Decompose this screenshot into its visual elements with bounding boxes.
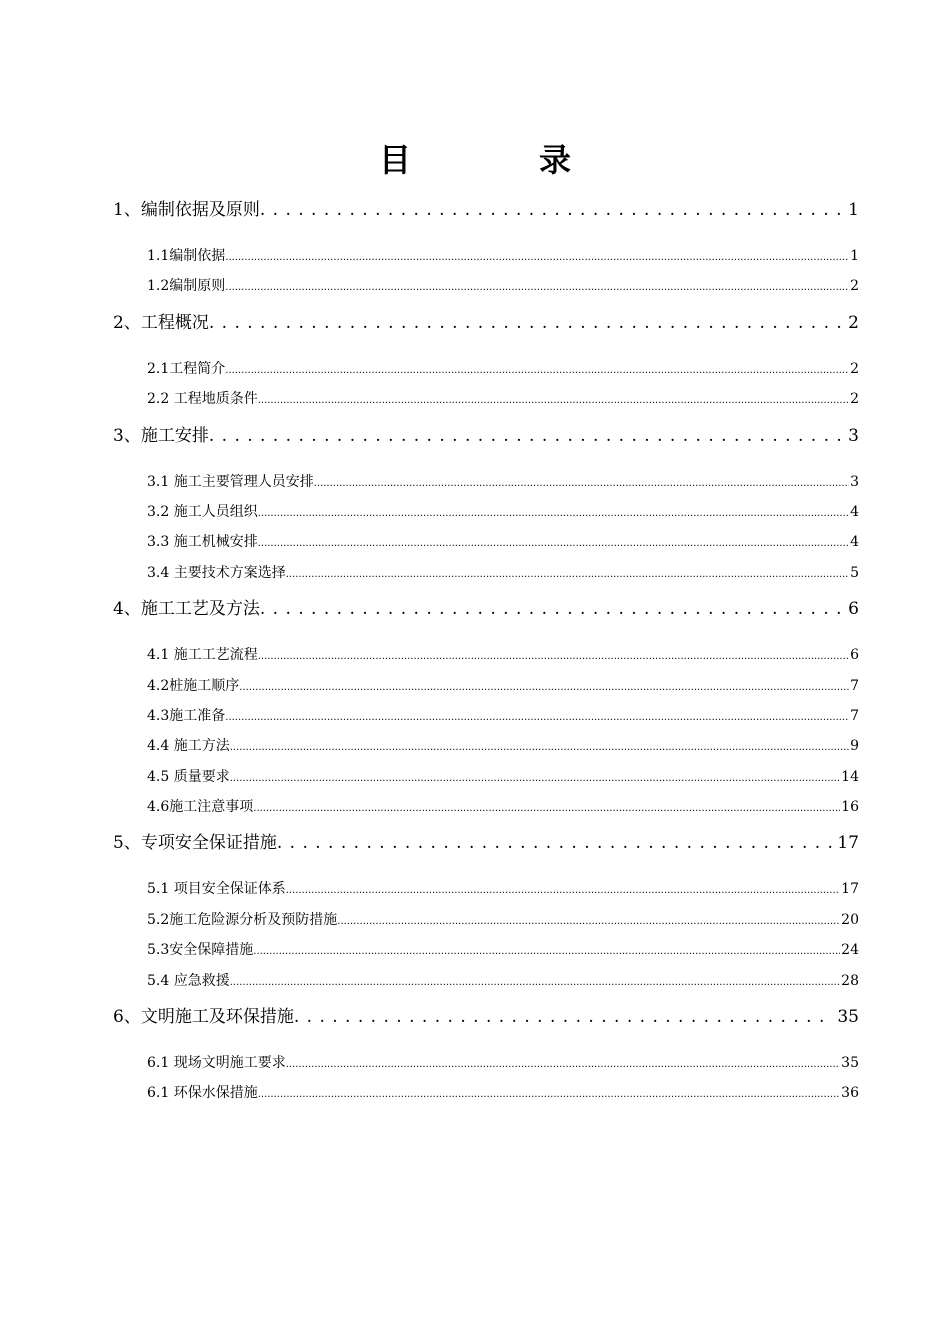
toc-section-page-number: 3 bbox=[850, 473, 859, 490]
toc-section-page-number: 5 bbox=[850, 564, 859, 581]
toc-section-page-number: 2 bbox=[850, 391, 859, 408]
toc-section[interactable] bbox=[113, 905, 859, 935]
toc-chapter-label: 6、文明施工及环保措施 bbox=[113, 1007, 294, 1028]
dot-leader bbox=[225, 701, 849, 733]
toc-title: 目录 bbox=[378, 141, 699, 179]
toc-section-page-number: 20 bbox=[841, 911, 859, 928]
toc-section-label: 1.2编制原则 bbox=[147, 278, 226, 295]
dot-leader bbox=[253, 935, 840, 967]
dot-leader bbox=[230, 762, 840, 794]
spacer bbox=[113, 624, 859, 640]
toc-chapter-page-number: 17 bbox=[837, 833, 859, 854]
spacer bbox=[113, 338, 859, 354]
toc-section-page-number: 36 bbox=[841, 1085, 859, 1102]
dot-leader bbox=[258, 527, 849, 559]
toc-chapter-page-number: 6 bbox=[848, 599, 859, 620]
toc-chapter-page-number: 2 bbox=[848, 312, 859, 333]
toc-section-label: 4.3施工准备 bbox=[147, 707, 226, 724]
toc-section-label: 2.2 工程地质条件 bbox=[147, 391, 258, 408]
toc-chapter[interactable] bbox=[113, 195, 859, 225]
toc-chapter-label: 5、专项安全保证措施 bbox=[113, 833, 277, 854]
toc-section[interactable] bbox=[113, 640, 859, 670]
dot-leader bbox=[294, 1002, 834, 1032]
toc-section[interactable] bbox=[113, 527, 859, 557]
toc-section[interactable] bbox=[113, 701, 859, 731]
toc-section-label: 4.1 施工工艺流程 bbox=[147, 647, 258, 664]
toc-section[interactable] bbox=[113, 467, 859, 497]
toc-section[interactable] bbox=[113, 874, 859, 904]
toc-chapter-label: 4、施工工艺及方法 bbox=[113, 599, 260, 620]
toc-section-label: 5.4 应急救援 bbox=[147, 972, 230, 989]
toc-section[interactable] bbox=[113, 731, 859, 761]
toc-section-page-number: 9 bbox=[850, 738, 859, 755]
dot-leader bbox=[258, 1078, 840, 1110]
dot-leader bbox=[260, 594, 844, 624]
toc-chapter-label: 1、编制依据及原则 bbox=[113, 200, 260, 220]
toc-section-page-number: 17 bbox=[841, 881, 859, 898]
toc-section[interactable] bbox=[113, 935, 859, 965]
toc-section-page-number: 2 bbox=[850, 278, 859, 295]
toc-section[interactable] bbox=[113, 792, 859, 822]
toc-section-label: 5.3安全保障措施 bbox=[147, 942, 254, 959]
spacer bbox=[113, 451, 859, 467]
toc-section-page-number: 16 bbox=[841, 799, 859, 816]
toc-section[interactable] bbox=[113, 966, 859, 996]
toc-section-label: 5.1 项目安全保证体系 bbox=[147, 881, 286, 898]
toc-section-label: 5.2施工危险源分析及预防措施 bbox=[147, 911, 338, 928]
toc-section-label: 3.3 施工机械安排 bbox=[147, 534, 258, 551]
dot-leader bbox=[230, 731, 849, 763]
toc-section-page-number: 28 bbox=[841, 972, 859, 989]
toc-section-page-number: 2 bbox=[850, 360, 859, 377]
toc-chapter[interactable] bbox=[113, 308, 859, 338]
dot-leader bbox=[277, 828, 834, 858]
toc-section-page-number: 35 bbox=[841, 1055, 859, 1072]
dot-leader bbox=[225, 241, 849, 273]
spacer bbox=[113, 858, 859, 874]
dot-leader bbox=[337, 905, 840, 937]
toc-section-page-number: 24 bbox=[841, 942, 859, 959]
toc-section-label: 3.1 施工主要管理人员安排 bbox=[147, 473, 314, 490]
toc-section-page-number: 4 bbox=[850, 534, 859, 551]
dot-leader bbox=[314, 467, 849, 499]
toc-chapter-page-number: 3 bbox=[848, 425, 859, 446]
dot-leader bbox=[209, 421, 844, 451]
toc-section-page-number: 6 bbox=[850, 647, 859, 664]
dot-leader bbox=[225, 271, 849, 303]
toc-chapter-label: 2、工程概况 bbox=[113, 312, 209, 333]
toc-chapter[interactable] bbox=[113, 828, 859, 858]
toc-section[interactable] bbox=[113, 271, 859, 301]
toc-section-page-number: 7 bbox=[850, 677, 859, 694]
dot-leader bbox=[253, 792, 840, 824]
spacer bbox=[113, 225, 859, 241]
toc-section[interactable] bbox=[113, 497, 859, 527]
toc-section[interactable] bbox=[113, 384, 859, 414]
toc-section-label: 4.5 质量要求 bbox=[147, 768, 230, 785]
toc-section[interactable] bbox=[113, 1078, 859, 1108]
toc-chapter[interactable] bbox=[113, 1002, 859, 1032]
toc-section[interactable] bbox=[113, 1048, 859, 1078]
dot-leader bbox=[260, 195, 844, 225]
toc-section[interactable] bbox=[113, 762, 859, 792]
dot-leader bbox=[286, 1048, 840, 1080]
toc-section-label: 6.1 现场文明施工要求 bbox=[147, 1055, 286, 1072]
toc-chapter-label: 3、施工安排 bbox=[113, 425, 209, 446]
toc-section-page-number: 7 bbox=[850, 707, 859, 724]
toc-section-label: 4.6施工注意事项 bbox=[147, 799, 254, 816]
dot-leader bbox=[258, 384, 849, 416]
toc-section-page-number: 1 bbox=[850, 248, 859, 264]
toc-section-label: 2.1工程简介 bbox=[147, 360, 226, 377]
toc-section-page-number: 14 bbox=[841, 768, 859, 785]
toc-chapter[interactable] bbox=[113, 421, 859, 451]
dot-leader bbox=[286, 558, 849, 590]
dot-leader bbox=[286, 874, 840, 906]
dot-leader bbox=[230, 966, 840, 998]
dot-leader bbox=[258, 497, 849, 529]
toc-section-page-number: 4 bbox=[850, 503, 859, 520]
toc-section-label: 3.4 主要技术方案选择 bbox=[147, 564, 286, 581]
toc-section-label: 4.4 施工方法 bbox=[147, 738, 230, 755]
toc-section-label: 1.1编制依据 bbox=[147, 248, 226, 264]
toc-section-label: 6.1 环保水保措施 bbox=[147, 1085, 258, 1102]
toc-chapter-page-number: 1 bbox=[848, 200, 859, 220]
toc-section[interactable] bbox=[113, 241, 859, 271]
dot-leader bbox=[258, 640, 849, 672]
toc-chapter-page-number: 35 bbox=[837, 1007, 859, 1028]
dot-leader bbox=[239, 671, 849, 703]
dot-leader bbox=[225, 354, 849, 386]
toc-chapter[interactable] bbox=[113, 594, 859, 624]
toc-section[interactable] bbox=[113, 671, 859, 701]
toc-section[interactable] bbox=[113, 354, 859, 384]
toc-section[interactable] bbox=[113, 558, 859, 588]
spacer bbox=[113, 1032, 859, 1048]
toc-section-label: 3.2 施工人员组织 bbox=[147, 503, 258, 520]
dot-leader bbox=[209, 308, 844, 338]
toc-section-label: 4.2桩施工顺序 bbox=[147, 677, 240, 694]
table-of-contents bbox=[113, 195, 859, 1109]
